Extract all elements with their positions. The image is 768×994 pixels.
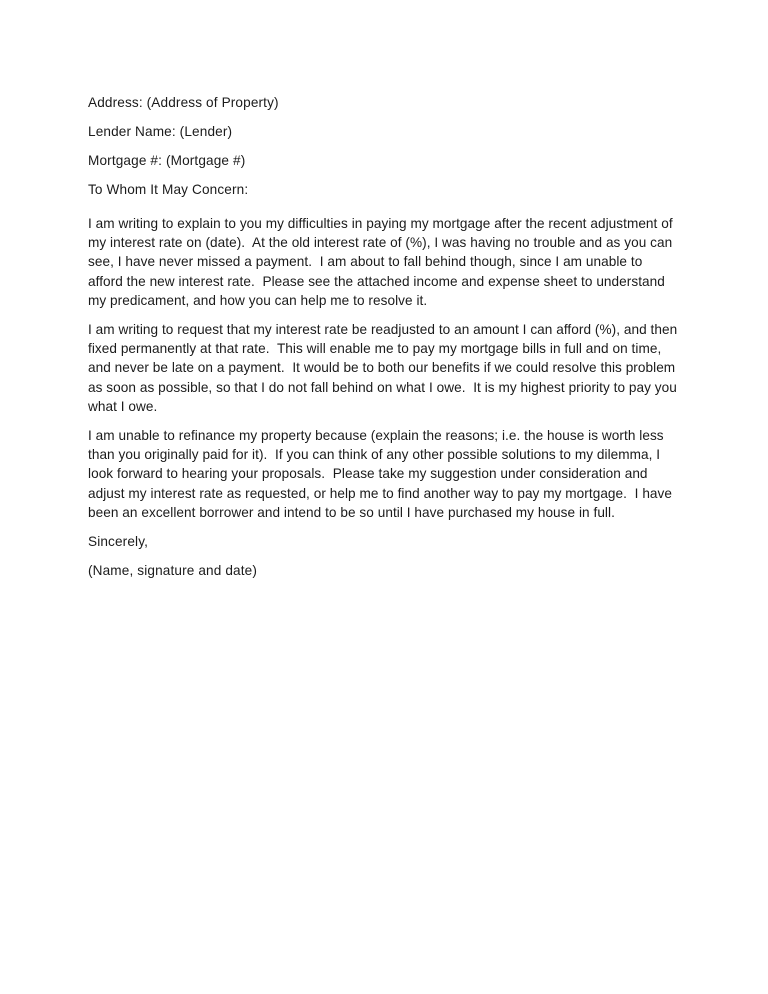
recipient-header <box>88 88 680 175</box>
body-paragraph-3: I am unable to refinance my property because (explain the reasons; i.e. the house is worth less than you originally paid for it). If you can think of any other possible solutions to my dilemma, I look forward to hearing your proposals. Please take my suggestion under consideration and adjust my interest rate as requested, or help me to find another way to pay my mortgage. I have been an excellent borrower and intend to be so until I have purchased my house in full. <box>88 428 676 520</box>
address-line: Address: (Address of Property) <box>88 95 279 110</box>
mortgage-number-line: Mortgage #: (Mortgage #) <box>88 153 246 168</box>
letter-body <box>88 88 680 580</box>
salutation: To Whom It May Concern: <box>88 182 249 197</box>
salutation-wrapper <box>88 175 680 204</box>
body-paragraph-1: I am writing to explain to you my difficulties in paying my mortgage after the recent adjustment of my interest rate on (date). At the old interest rate of (%), I was having no trouble and as you can see, I have never missed a payment. I am about to fall behind though, since I am unable to afford the new interest rate. Please see the attached income and expense sheet to understand my predicament, and how you can help me to resolve it. <box>88 216 677 308</box>
closing-salutation: Sincerely, <box>88 534 149 550</box>
lender-name-line: Lender Name: (Lender) <box>88 124 233 139</box>
body-paragraph-2: I am writing to request that my interest rate be readjusted to an amount I can afford (%), and then fixed permanently at that rate. This will enable me to pay my mortgage bills in full and on time, and never be late on a payment. It would be to both our benefits if we could resolve this problem as soon as possible, so that I do not fall behind on what I owe. It is my highest priority to pay you what I owe. <box>88 322 682 414</box>
signature-block: (Name, signature and date) <box>88 563 258 579</box>
